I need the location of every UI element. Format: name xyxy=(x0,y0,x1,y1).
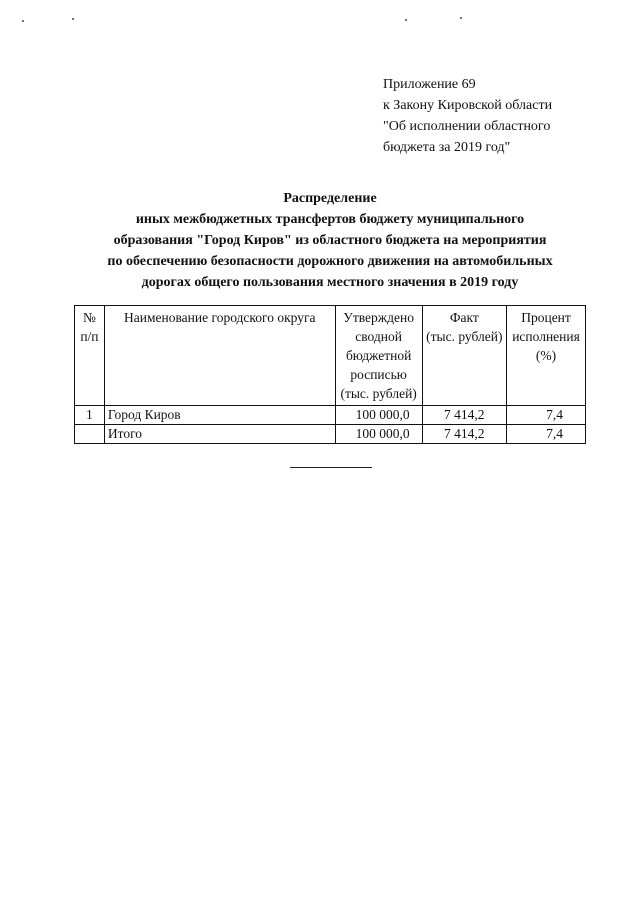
cell-name: Итого xyxy=(104,425,335,444)
title-line: по обеспечению безопасности дорожного движения на автомобильных xyxy=(107,254,553,269)
title-line: образования "Город Киров" из областного бюджета на мероприятия xyxy=(113,233,547,248)
appendix-line: к Закону Кировской области xyxy=(383,98,553,113)
appendix-line: "Об исполнении областного xyxy=(383,119,551,134)
appendix-reference xyxy=(383,74,613,158)
end-separator-line xyxy=(290,467,372,468)
distribution-table xyxy=(74,305,586,444)
header-name: Наименование городского округа xyxy=(104,306,335,406)
cell-num: 1 xyxy=(75,406,105,425)
header-fact: Факт (тыс. рублей) xyxy=(422,306,506,406)
scan-speck xyxy=(72,18,74,20)
cell-fact: 7 414,2 xyxy=(422,406,506,425)
cell-approved: 100 000,0 xyxy=(335,406,422,425)
appendix-line: Приложение 69 xyxy=(383,77,476,92)
cell-percent: 7,4 xyxy=(507,425,586,444)
cell-fact: 7 414,2 xyxy=(422,425,506,444)
title-line: Распределение xyxy=(283,191,377,206)
document-title xyxy=(70,188,590,293)
header-approved: Утверждено сводной бюджетной росписью (тыс. рублей) xyxy=(335,306,422,406)
appendix-line: бюджета за 2019 год" xyxy=(383,140,511,155)
cell-num xyxy=(75,425,105,444)
scan-speck xyxy=(22,20,24,22)
scan-speck xyxy=(405,19,407,21)
header-percent: Процент исполнения (%) xyxy=(507,306,586,406)
table-header-row xyxy=(75,306,586,406)
cell-approved: 100 000,0 xyxy=(335,425,422,444)
title-line: дорогах общего пользования местного значения в 2019 году xyxy=(141,275,519,290)
title-line: иных межбюджетных трансфертов бюджету муниципального xyxy=(135,212,525,227)
table-row xyxy=(75,406,586,425)
scan-speck xyxy=(460,17,462,19)
header-num: № п/п xyxy=(75,306,105,406)
table-total-row xyxy=(75,425,586,444)
cell-name: Город Киров xyxy=(104,406,335,425)
cell-percent: 7,4 xyxy=(507,406,586,425)
